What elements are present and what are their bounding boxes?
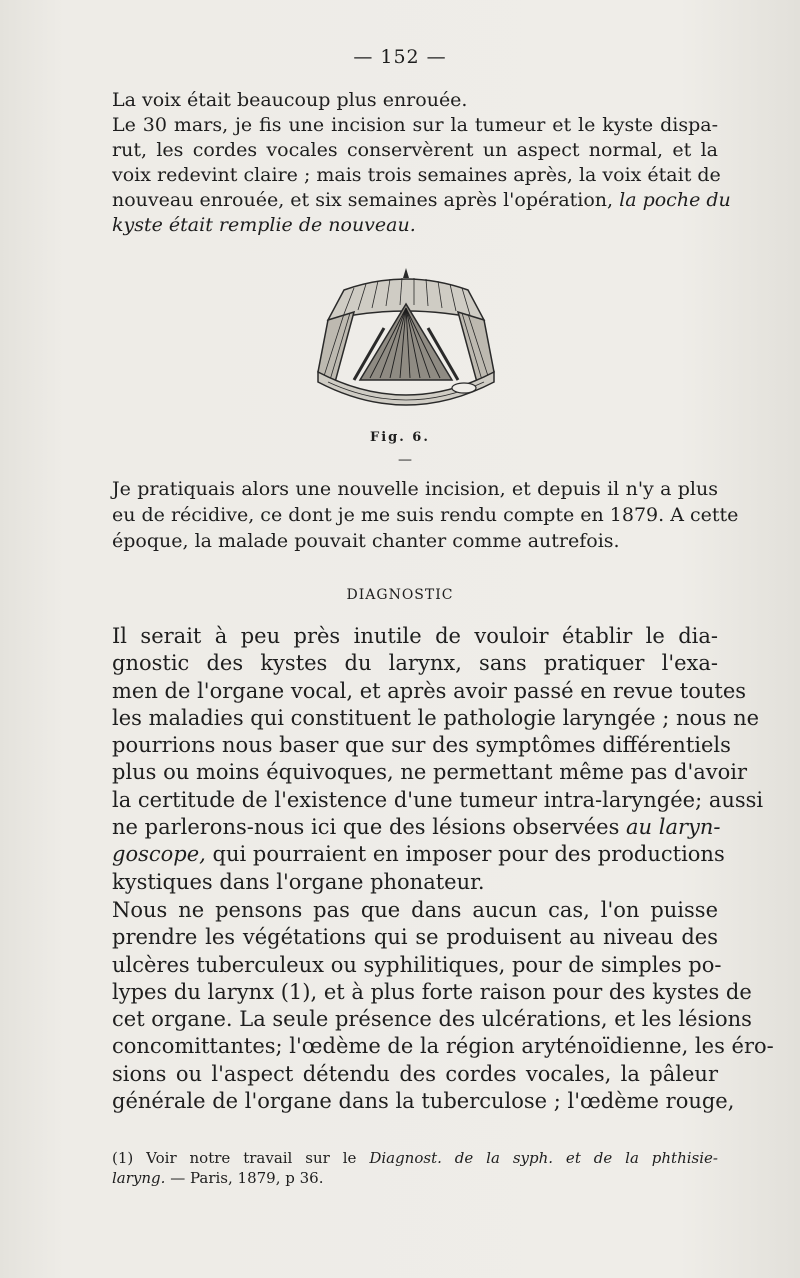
text-line: Le 30 mars, je fis une incision sur la tumeur et le kyste dispa- bbox=[112, 114, 718, 136]
text-line: lypes du larynx (1), et à plus forte raison pour des kystes de bbox=[112, 979, 752, 1004]
italic-text: au laryn- bbox=[626, 815, 721, 840]
text-line: prendre les végétations qui se produisent au niveau des bbox=[112, 925, 718, 950]
text-line: eu de récidive, ce dont je me suis rendu compte en 1879. A cette bbox=[112, 504, 739, 526]
text-line: époque, la malade pouvait chanter comme autrefois. bbox=[112, 530, 620, 552]
text-line: plus ou moins équivoques, ne permettant même pas d'avoir bbox=[112, 760, 748, 785]
section-heading: DIAGNOSTIC bbox=[346, 587, 454, 603]
paragraph-recurrence bbox=[112, 476, 739, 554]
text-segment: (1) Voir notre travail sur le bbox=[112, 1149, 357, 1167]
text-segment: ne parlerons-nous ici que des lésions observées bbox=[112, 815, 620, 840]
text-line bbox=[112, 814, 721, 841]
text-segment: nouveau enrouée, et six semaines après l'opération, bbox=[112, 189, 614, 211]
text-line bbox=[112, 841, 725, 868]
text-line: gnostic des kystes du larynx, sans pratiquer l'exa- bbox=[112, 651, 718, 676]
text-line: Il serait à peu près inutile de vouloir établir le dia- bbox=[112, 624, 718, 648]
text-line: sions ou l'aspect détendu des cordes vocales, la pâleur bbox=[112, 1061, 718, 1086]
italic-text: la poche du bbox=[619, 189, 731, 211]
text-line: pourrions nous baser que sur des symptômes différentiels bbox=[112, 733, 731, 758]
paragraph-case-history bbox=[112, 88, 731, 238]
text-line: cet organe. La seule présence des ulcérations, et les lésions bbox=[112, 1007, 752, 1032]
italic-text: laryng. bbox=[112, 1169, 166, 1187]
text-line: men de l'organe vocal, et après avoir passé en revue toutes bbox=[112, 678, 747, 703]
text-segment: qui pourraient en imposer pour des productions bbox=[212, 842, 725, 867]
italic-text: goscope, bbox=[112, 842, 206, 867]
paragraph-differential bbox=[112, 897, 774, 1115]
larynx-illustration bbox=[314, 268, 498, 418]
text-line: générale de l'organe dans la tuberculose ; l'œdème rouge, bbox=[112, 1089, 735, 1114]
text-line: Je pratiquais alors une nouvelle incision, et depuis il n'y a plus bbox=[112, 478, 718, 500]
paragraph-diagnostic bbox=[112, 623, 764, 896]
footnote-line bbox=[112, 1168, 718, 1188]
text-line: ulcères tuberculeux ou syphilitiques, pour de simples po- bbox=[112, 952, 722, 977]
footnote bbox=[112, 1148, 718, 1188]
figure-dash: — bbox=[398, 452, 412, 468]
figure-caption: Fig. 6. bbox=[370, 430, 430, 445]
text-line: kystiques dans l'organe phonateur. bbox=[112, 869, 485, 894]
text-line: Nous ne pensons pas que dans aucun cas, l'on puisse bbox=[112, 898, 718, 922]
page-number: — 152 — bbox=[353, 46, 447, 68]
italic-text: Diagnost. de la syph. et de la phthisie- bbox=[369, 1149, 718, 1167]
italic-text-line: kyste était remplie de nouveau. bbox=[112, 214, 416, 236]
text-line: la certitude de l'existence d'une tumeur intra-laryngée; aussi bbox=[112, 787, 764, 812]
text-line: les maladies qui constituent le pathologie laryngée ; nous ne bbox=[112, 705, 760, 730]
text-line bbox=[112, 188, 731, 213]
text-line: La voix était beaucoup plus enrouée. bbox=[112, 89, 468, 111]
footnote-line bbox=[112, 1148, 718, 1168]
text-line: rut, les cordes vocales conservèrent un aspect normal, et la bbox=[112, 139, 718, 161]
text-line: concomittantes; l'œdème de la région aryténoïdienne, les éro- bbox=[112, 1034, 774, 1059]
text-line: voix redevint claire ; mais trois semaines après, la voix était de bbox=[112, 164, 721, 186]
text-segment: — Paris, 1879, p 36. bbox=[170, 1169, 324, 1187]
